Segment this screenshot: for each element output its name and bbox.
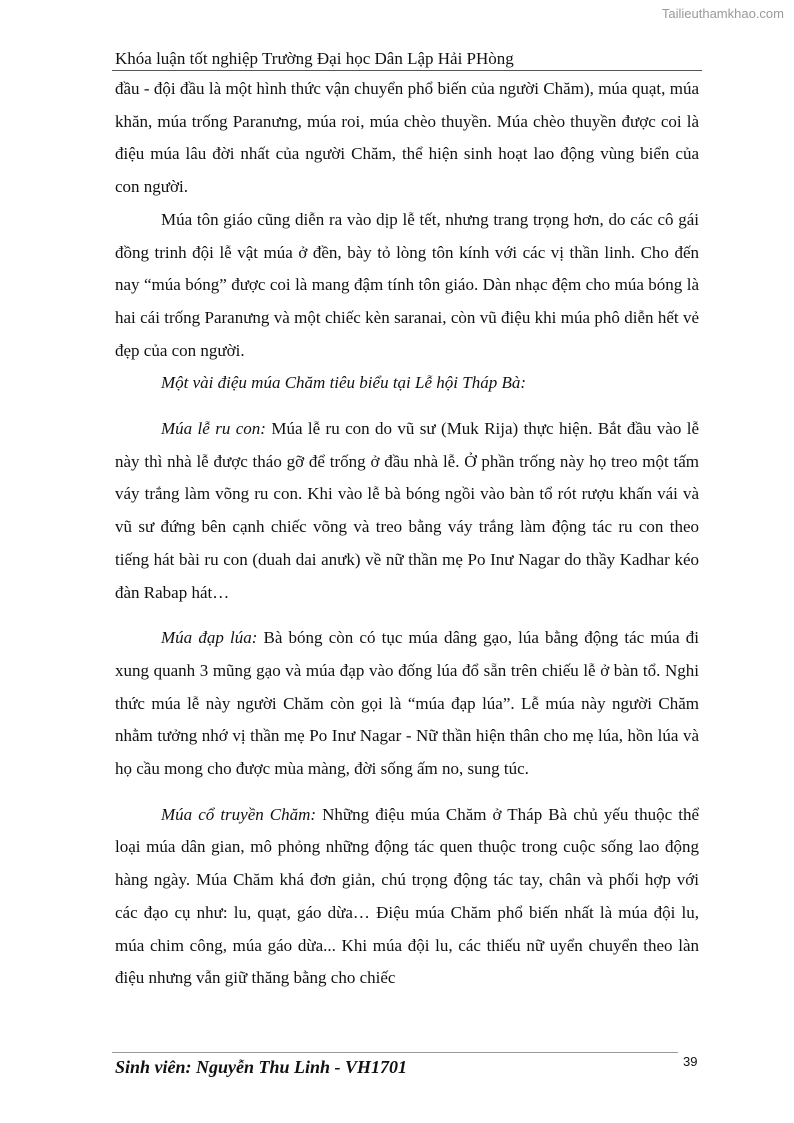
footer-student-name: Sinh viên: Nguyễn Thu Linh - VH1701 [115,1057,408,1077]
subheading-text: Một vài điệu múa Chăm tiêu biểu tại Lễ hội Tháp Bà: [161,373,526,393]
paragraph-mua-co-truyen [115,799,699,995]
term-mua-dap-lua: Múa đạp lúa: [161,628,258,648]
section-subheading [115,367,699,400]
text-mua-dap-lua: Bà bóng còn có tục múa dâng gạo, lúa bằng động tác múa đi xung quanh 3 mũng gạo và múa đạp vào đống lúa đổ sẵn trên chiếu lễ ở bàn tổ. Nghi thức múa lễ này người Chăm còn gọi là “múa đạp lúa”. Lễ múa này người Chăm nhằm tưởng nhớ vị thần mẹ Po Inư Nagar - Nữ thần hiện thân cho mẹ lúa, hồn lúa và họ cầu mong cho được mùa màng, đời sống ấm no, sung túc. [115,628,699,779]
text-mua-le-ru-con: Múa lễ ru con do vũ sư (Muk Rija) thực hiện. Bắt đầu vào lễ này thì nhà lễ được tháo gỡ để trống ở đầu nhà lễ. Ở phần trống này họ treo một tấm váy trắng làm võng ru con. Khi vào lễ bà bóng ngồi vào bàn tổ rót rượu khấn vái và vũ sư đứng bên cạnh chiếc võng và treo bằng váy trắng làm động tác ru con theo tiếng hát bài ru con (duah dai anưk) về nữ thần mẹ Po Inư Nagar do thầy Kadhar kéo đàn Rabap hát… [115,419,699,602]
page-content [115,73,699,995]
term-mua-le-ru-con: Múa lễ ru con: [161,419,266,439]
paragraph-mua-dap-lua [115,622,699,786]
footer-divider [112,1052,678,1053]
paragraph-mua-le-ru-con [115,413,699,609]
text-mua-co-truyen: Những điệu múa Chăm ở Tháp Bà chủ yếu thuộc thể loại múa dân gian, mô phỏng những động tác quen thuộc trong cuộc sống lao động hàng ngày. Múa Chăm khá đơn giản, chú trọng động tác tay, chân và phối hợp với các đạo cụ như: lu, quạt, gáo dừa… Điệu múa Chăm phổ biến nhất là múa đội lu, múa chim công, múa gáo dừa... Khi múa đội lu, các thiếu nữ uyển chuyển theo làn điệu nhưng vẫn giữ thăng bằng cho chiếc [115,804,699,988]
page-number: 39 [683,1054,698,1069]
running-header: Khóa luận tốt nghiệp Trường Đại học Dân Lập Hải PHòng [115,49,514,68]
watermark: Tailieuthamkhao.com [661,6,784,21]
term-mua-co-truyen: Múa cổ truyền Chăm: [161,804,317,824]
header-divider [112,70,702,71]
paragraph-continuation: đầu - đội đầu là một hình thức vận chuyển phổ biến của người Chăm), múa quạt, múa khăn, múa trống Paranưng, múa roi, múa chèo thuyền. Múa chèo thuyền được coi là điệu múa lâu đời nhất của người Chăm, thể hiện sinh hoạt lao động vùng biển của con người. [115,79,699,197]
paragraph-religious-dance: Múa tôn giáo cũng diễn ra vào dịp lễ tết, nhưng trang trọng hơn, do các cô gái đồng trinh đội lễ vật múa ở đền, bày tỏ lòng tôn kính với các vị thần linh. Cho đến nay “múa bóng” được coi là mang đậm tính tôn giáo. Dàn nhạc đệm cho múa bóng là hai cái trống Paranưng và một chiếc kèn saranai, còn vũ điệu khi múa phô diễn hết vẻ đẹp của con người. [115,209,699,360]
